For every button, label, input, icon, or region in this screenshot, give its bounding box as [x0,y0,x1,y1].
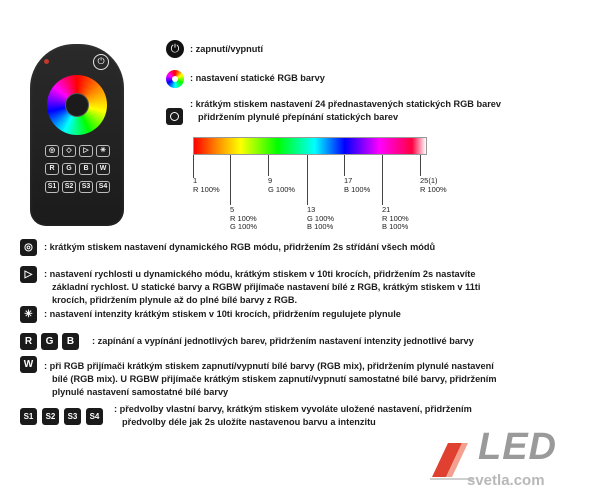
marker-value: R 100% [382,213,409,223]
remote-s2-button[interactable]: S2 [62,181,76,193]
color-wheel-icon [166,70,184,88]
marker-number: 13 [307,205,316,214]
marker-21 [382,206,409,232]
marker-25 [420,177,447,194]
g-key-icon: G [41,333,58,350]
remote-power-button[interactable]: ⏻ [93,54,109,70]
marker-value: R 100% [420,184,447,194]
marker-1 [193,177,220,194]
rgb-description: : zapínání a vypínání jednotlivých barev, přidržením nastavení intenzity jednotlivé barvy [92,336,474,346]
remote-g-button[interactable]: G [62,163,76,175]
w-text-3: plynulé nastavení samostatné bílé barvy [52,387,229,397]
brightness-description: : nastavení intenzity krátkým stiskem v 10ti krocích, přidržením regulujete plynule [44,309,401,319]
marker-17 [344,177,370,194]
s-text-1: : předvolby vlastní barvy, krátkým stiskem vyvoláte uložené nastavení, přidržením [114,404,472,414]
logo-sub-text: svetla.com [467,472,545,489]
marker-number: 17 [344,176,353,185]
speed-description [44,268,480,307]
w-text-1: : při RGB přijímači krátkým stiskem zapnutí/vypnutí bílé barvy (RGB mix), přidržením plynulé nastavení [44,361,494,371]
remote-brightness-button[interactable]: ✳ [96,145,110,157]
remote-b-button[interactable]: B [79,163,93,175]
dynamic-icon: ◎ [20,239,37,256]
marker-number: 25(1) [420,176,438,185]
remote-s4-button[interactable]: S4 [96,181,110,193]
w-description [44,360,497,399]
marker-line [307,155,308,205]
marker-number: 9 [268,176,273,185]
speed-text-2: základní rychlost. U statické barvy a RGBW přijímače nastavení bílé z RGB, krátkým stiskem v 11ti [52,282,481,292]
color-spectrum-bar [193,137,427,155]
remote-dynamic-button[interactable]: ◎ [45,145,59,157]
b-key-icon: B [62,333,79,350]
remote-play-button[interactable]: ▷ [79,145,93,157]
remote-s3-button[interactable]: S3 [79,181,93,193]
marker-line [230,155,231,205]
w-text-2: bílé (RGB mix). U RGBW přijímače krátkým stiskem zapnutí/vypnutí samostatné bílé barvy, přidržením [52,374,497,384]
speed-text-1: : nastavení rychlosti u dynamického módu, krátkým stiskem v 10ti krocích, přidržením 2s nastavíte [44,269,476,279]
speed-icon: ▷ [20,266,37,283]
dynamic-description: : krátkým stiskem nastavení dynamického RGB módu, přidržením 2s střídání všech módů [44,242,436,252]
marker-line [193,155,194,178]
color-wheel[interactable] [47,75,107,135]
power-icon: ⏻ [166,40,184,58]
brightness-icon: ✳ [20,306,37,323]
s3-key-icon: S3 [64,408,81,425]
s1-key-icon: S1 [20,408,37,425]
remote-w-button[interactable]: W [96,163,110,175]
marker-number: 1 [193,176,198,185]
marker-number: 5 [230,205,235,214]
color-description: : nastavení statické RGB barvy [190,73,325,83]
s2-key-icon: S2 [42,408,59,425]
marker-value: B 100% [382,222,409,231]
color-text: nastavení statické RGB barvy [195,73,325,83]
s4-key-icon: S4 [86,408,103,425]
ring-text-2: přidržením plynulé přepínání statických barev [198,112,399,122]
color-wheel-center[interactable] [65,93,89,117]
remote-s1-button[interactable]: S1 [45,181,59,193]
marker-value: G 100% [307,213,335,223]
marker-line [382,155,383,205]
remote-control [30,44,124,226]
speed-text-3: krocích, přidržením plynule až do plné bílé barvy z RGB. [52,295,298,305]
marker-value: G 100% [268,184,296,194]
s-text-2: předvolby déle jak 2s uložíte nastavenou barvu a intenzitu [122,417,376,427]
remote-speed-button[interactable]: ◇ [62,145,76,157]
marker-value: R 100% [193,184,220,194]
logo-main-text: LED [478,426,557,468]
power-description: : zapnutí/vypnutí [190,44,263,54]
marker-line [268,155,269,176]
marker-line [344,155,345,176]
ring-description: : krátkým stiskem nastavení 24 přednastavených statických RGB barev přidržením plynulé přepínání statických barev [190,99,502,122]
marker-value: R 100% [230,213,257,223]
ring-text-1: krátkým stiskem nastavení 24 přednastavených statických RGB barev [195,99,502,109]
w-key-icon: W [20,356,37,373]
r-key-icon: R [20,333,37,350]
ring-icon [166,108,183,125]
marker-5 [230,206,257,232]
marker-value: B 100% [307,222,334,231]
marker-13 [307,206,334,232]
marker-value: B 100% [344,184,371,194]
power-text: zapnutí/vypnutí [195,44,263,54]
marker-line [420,155,421,176]
marker-number: 21 [382,205,391,214]
status-led [44,59,49,64]
s-description [114,403,472,429]
remote-r-button[interactable]: R [45,163,59,175]
marker-9 [268,177,295,194]
marker-value: G 100% [230,222,258,231]
